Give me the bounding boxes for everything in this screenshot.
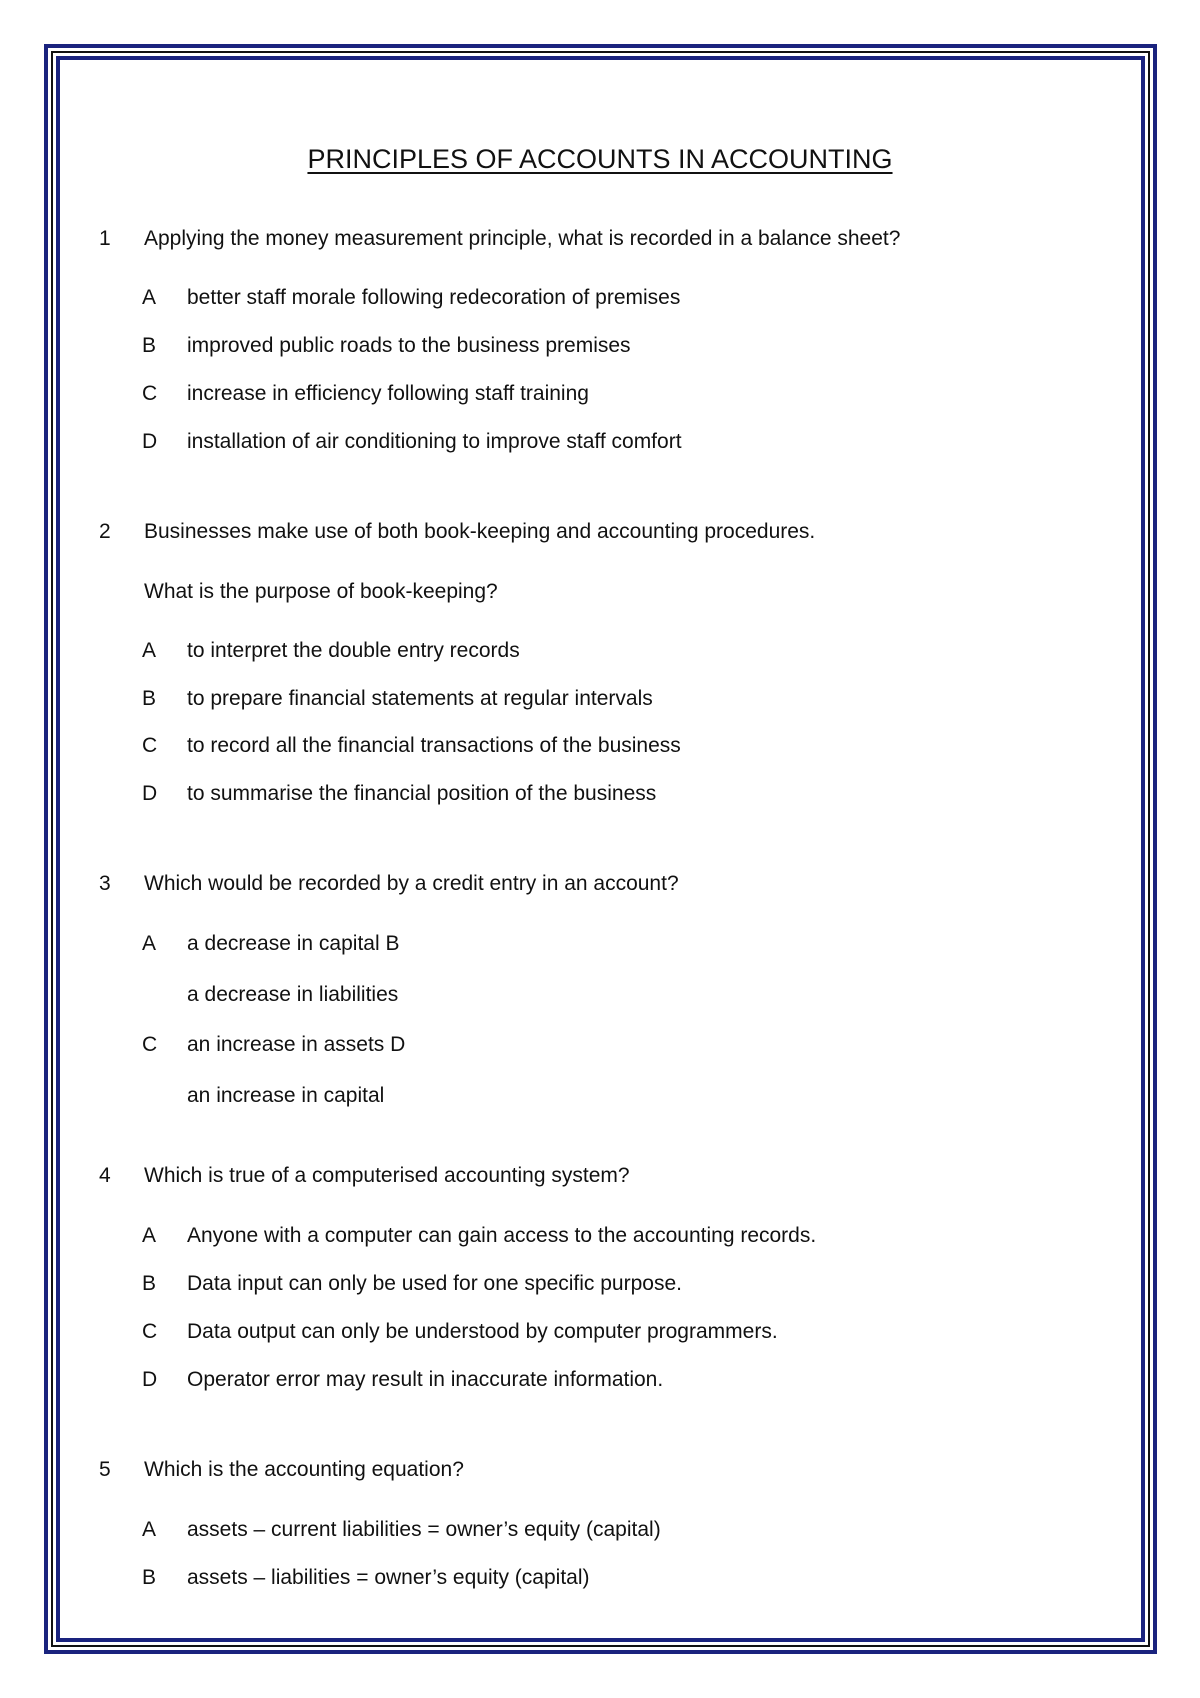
option-letter: D <box>142 430 158 453</box>
page-title: PRINCIPLES OF ACCOUNTS IN ACCOUNTING <box>307 144 893 174</box>
question-text: Businesses make use of both book-keeping and accounting procedures. <box>144 520 816 543</box>
option-letter: B <box>142 687 157 710</box>
question-text: Which would be recorded by a credit entry in an account? <box>144 872 679 895</box>
option-letter: D <box>142 782 158 805</box>
question-text: Applying the money measurement principle, what is recorded in a balance sheet? <box>144 227 901 250</box>
option-letter: A <box>142 932 157 955</box>
option-text: to record all the financial transactions of the business <box>187 734 681 757</box>
option-letter: A <box>142 286 157 309</box>
option-text: to interpret the double entry records <box>187 639 520 662</box>
option-text: a decrease in capital B <box>187 932 400 955</box>
option-text: assets – liabilities = owner’s equity (capital) <box>187 1566 590 1589</box>
option-letter: C <box>142 1320 158 1343</box>
option-letter: B <box>142 1272 157 1295</box>
option-letter: A <box>142 1224 157 1247</box>
option-text: better staff morale following redecoration of premises <box>187 286 681 309</box>
option-letter: A <box>142 1518 157 1541</box>
option-text: to summarise the financial position of the business <box>187 782 657 805</box>
option-text: improved public roads to the business premises <box>187 334 631 357</box>
question-text: Which is true of a computerised accounting system? <box>144 1164 630 1187</box>
question-subtext: What is the purpose of book-keeping? <box>144 580 498 603</box>
question-number: 3 <box>99 872 111 895</box>
option-text: Data output can only be understood by computer programmers. <box>187 1320 778 1343</box>
option-text: assets – current liabilities = owner’s equity (capital) <box>187 1518 661 1541</box>
option-letter: A <box>142 639 157 662</box>
option-text: a decrease in liabilities <box>187 983 399 1006</box>
option-letter: D <box>142 1368 158 1391</box>
option-letter: B <box>142 334 157 357</box>
option-letter: C <box>142 734 158 757</box>
option-letter: C <box>142 382 158 405</box>
question-number: 5 <box>99 1458 111 1481</box>
option-letter: C <box>142 1033 158 1056</box>
option-text: Data input can only be used for one specific purpose. <box>187 1272 682 1295</box>
option-text: to prepare financial statements at regular intervals <box>187 687 653 710</box>
option-text: an increase in capital <box>187 1084 385 1107</box>
question-text: Which is the accounting equation? <box>144 1458 464 1481</box>
question-number: 4 <box>99 1164 111 1187</box>
option-text: increase in efficiency following staff training <box>187 382 589 405</box>
question-number: 1 <box>99 227 111 250</box>
question-number: 2 <box>99 520 111 543</box>
option-letter: B <box>142 1566 157 1589</box>
option-text: Operator error may result in inaccurate information. <box>187 1368 664 1391</box>
option-text: installation of air conditioning to improve staff comfort <box>187 430 682 453</box>
option-text: an increase in assets D <box>187 1033 406 1056</box>
option-text: Anyone with a computer can gain access to the accounting records. <box>187 1224 817 1247</box>
